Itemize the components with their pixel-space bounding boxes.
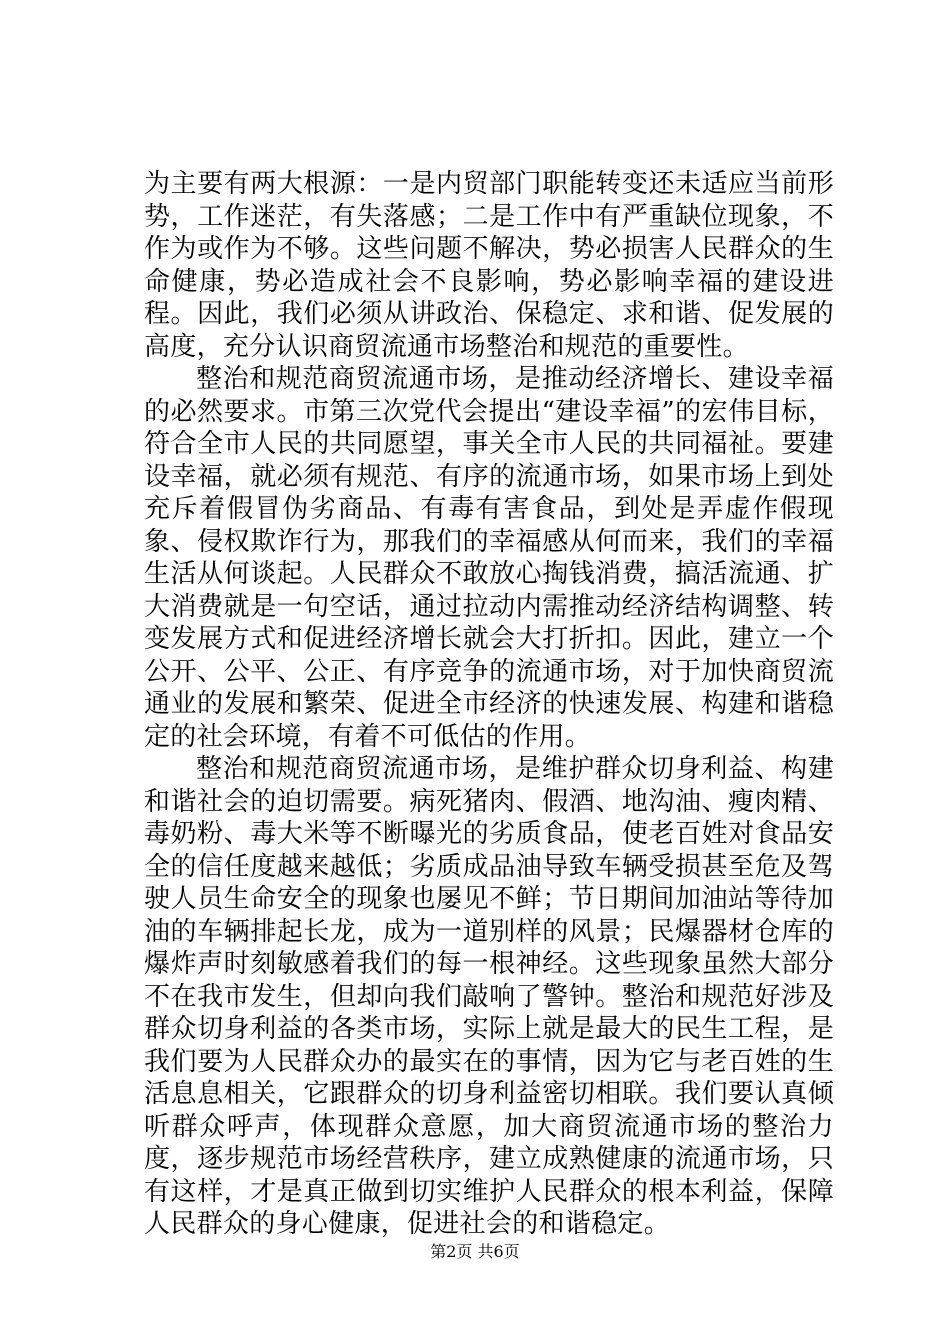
- paragraph-2: 整治和规范商贸流通市场，是推动经济增长、建设幸福的必然要求。市第三次党代会提出“建设幸福”的宏伟目标，符合全市人民的共同愿望，事关全市人民的共同福祉。要建设幸福，就必须有规范、有序的流通市场，如果市场上到处充斥着假冒伪劣商品、有毒有害食品，到处是弄虚作假现象、侵权欺诈行为，那我们的幸福感从何而来，我们的幸福生活从何谈起。人民群众不敢放心掏钱消费，搞活流通、扩大消费就是一句空话，通过拉动内需推动经济结构调整、转变发展方式和促进经济增长就会大打折扣。因此，建立一个公开、公平、公正、有序竞争的流通市场，对于加快商贸流通业的发展和繁荣、促进全市经济的快速发展、构建和谐稳定的社会环境，有着不可低估的作用。: [144, 364, 834, 752]
- paragraph-1: 为主要有两大根源：一是内贸部门职能转变还未适应当前形势，工作迷茫，有失落感；二是工作中有严重缺位现象，不作为或作为不够。这些问题不解决，势必损害人民群众的生命健康，势必造成社会不良影响，势必影响幸福的建设进程。因此，我们必须从讲政治、保稳定、求和谐、促发展的高度，充分认识商贸流通市场整治和规范的重要性。: [144, 169, 834, 362]
- paragraph-3: 整治和规范商贸流通市场，是维护群众切身利益、构建和谐社会的迫切需要。病死猪肉、假酒、地沟油、瘦肉精、毒奶粉、毒大米等不断曝光的劣质食品，使老百姓对食品安全的信任度越来越低；劣质成品油导致车辆受损甚至危及驾驶人员生命安全的现象也屡见不鲜；节日期间加油站等待加油的车辆排起长龙，成为一道别样的风景；民爆器材仓库的爆炸声时刻敏感着我们的每一根神经。这些现象虽然大部分不在我市发生，但却向我们敲响了警钟。整治和规范好涉及群众切身利益的各类市场，实际上就是最大的民生工程，是我们要为人民群众办的最实在的事情，因为它与老百姓的生活息息相关，它跟群众的切身利益密切相联。我们要认真倾听群众呼声，体现群众意愿，加大商贸流通市场的整治力度，逐步规范市场经营秩序，建立成熟健康的流通市场，只有这样，才是真正做到切实维护人民群众的根本利益，保障人民群众的身心健康，促进社会的和谐稳定。: [144, 754, 834, 1239]
- page-number-footer: 第2页 共6页: [430, 1242, 520, 1261]
- document-body: [144, 168, 834, 1241]
